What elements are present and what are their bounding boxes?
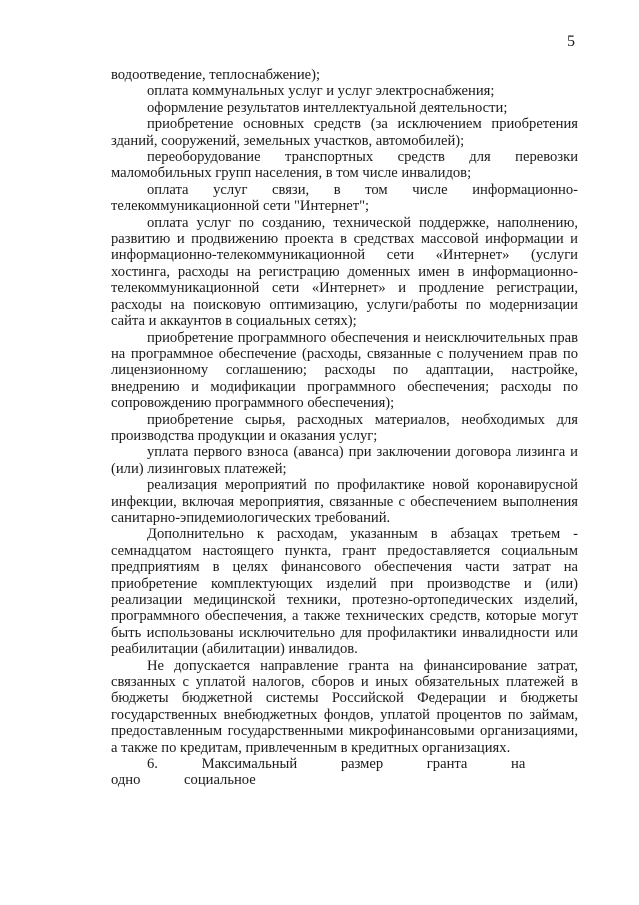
paragraph: 6. Максимальный размер гранта на одно социальное [111,756,526,789]
page-number: 5 [567,33,575,50]
document-body [111,67,578,789]
paragraph: оплата коммунальных услуг и услуг электроснабжения; [147,83,495,100]
paragraph: приобретение сырья, расходных материалов, необходимых для производства продукции и оказания услуг; [111,411,578,444]
paragraph: приобретение основных средств (за исключением приобретения зданий, сооружений, земельных участков, автомобилей); [111,116,578,149]
paragraph: оплата услуг по созданию, технической поддержке, наполнению, развитию и продвижению проекта в средствах массовой информации и информационно-телекоммуникационной сети «Интернет» (услуги хостинга, расходы на регистрацию доменных имен в информационно-телекоммуникационной сети «Интернет» и продление регистрации, расходы на поисковую оптимизацию, услуги/работы по модернизации сайта и аккаунтов в социальных сетях); [111,214,578,330]
paragraph: Дополнительно к расходам, указанным в абзацах третьем - семнадцатом настоящего пункта, грант предоставляется социальным предприятиям в целях финансового обеспечения части затрат на приобретение комплектующих изделий при производстве и (или) реализации медицинской техники, протезно-ортопедических изделий, программного обеспечения, а также технических средств, которые могут быть использованы исключительно для профилактики инвалидности или реабилитации (абилитации) инвалидов. [111,526,578,658]
paragraph: переоборудование транспортных средств для перевозки маломобильных групп населения, в том числе инвалидов; [111,149,578,182]
paragraph: уплата первого взноса (аванса) при заключении договора лизинга и (или) лизинговых платежей; [111,444,578,477]
paragraph: приобретение программного обеспечения и неисключительных прав на программное обеспечение (расходы, связанные с получением прав по лицензионному соглашению; расходы по адаптации, настройке, внедрению и модификации программного обеспечения; расходы по сопровождению программного обеспечения); [111,329,578,412]
paragraph: оформление результатов интеллектуальной деятельности; [147,99,508,116]
paragraph: водоотведение, теплоснабжение); [111,67,321,83]
paragraph: Не допускается направление гранта на финансирование затрат, связанных с уплатой налогов, сборов и иных обязательных платежей в бюджеты бюджетной системы Российской Федерации и бюджеты государственных внебюджетных фондов, уплатой процентов по займам, предоставленным государственными микрофинансовыми организациями, а также по кредитам, привлеченным в кредитных организациях. [111,657,578,756]
paragraph: оплата услуг связи, в том числе информационно-телекоммуникационной сети "Интернет"; [111,181,578,215]
paragraph: реализация мероприятий по профилактике новой коронавирусной инфекции, включая мероприятия, связанные с обеспечением выполнения санитарно-эпидемиологических требований. [111,477,578,526]
